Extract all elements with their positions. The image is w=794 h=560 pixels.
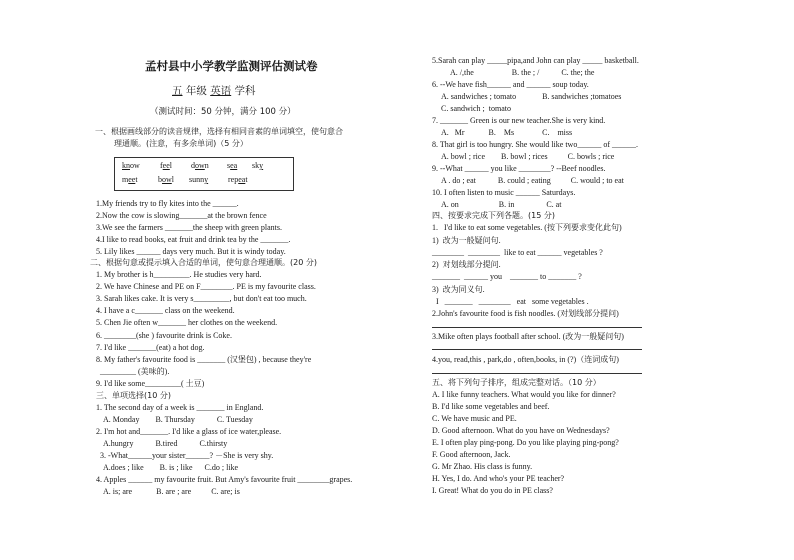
section3-heading: 三、单项选择(10 分) bbox=[96, 391, 171, 400]
s1-item-2: 2.Now the cow is slowing_______at the brown fence bbox=[96, 211, 267, 220]
s1-item-4: 4.I like to read books, eat fruit and drink tea by the _______. bbox=[96, 235, 291, 244]
s3-q9-options: A . do ; eat B. could ; eating C. would ; to eat bbox=[441, 176, 624, 185]
s4-q1-a: 1) 改为一般疑问句. bbox=[432, 236, 501, 245]
subject-value: 英语 bbox=[210, 85, 232, 97]
s3-q4-options: A. is; are B. are ; are C. are; is bbox=[103, 487, 240, 496]
s5-line-d: D. Good afternoon. What do you have on Wednesdays? bbox=[432, 426, 610, 435]
s3-q3: 3. -What______your sister______? －She is very shy. bbox=[100, 451, 274, 460]
s3-q5-options: A. /,the B. the ; / C. the; the bbox=[450, 68, 595, 77]
word-sky: sky bbox=[252, 161, 264, 170]
word-sea: sea bbox=[227, 161, 238, 170]
s1-item-5: 5. Lily likes ______ days very much. But it is windy today. bbox=[96, 247, 286, 256]
s3-q10-options: A. on B. in C. at bbox=[441, 200, 562, 209]
s4-q1-b: 2) 对划线部分提问. bbox=[432, 260, 501, 269]
s2-item-7: 7. I'd like _______(eat) a hot dog. bbox=[96, 343, 205, 352]
grade-value: 五 bbox=[172, 85, 183, 97]
s3-q7: 7. _______ Green is our new teacher.She is very kind. bbox=[432, 116, 606, 125]
s5-line-e: E. I often play ping-pong. Do you like playing ping-pong? bbox=[432, 438, 619, 447]
s5-line-h: H. Yes, I do. And who's your PE teacher? bbox=[432, 474, 565, 483]
s2-item-8b: _________ (美味的). bbox=[100, 367, 170, 376]
s4-q4: 4.you, read,this , park,do , often,books, in (?)（连词成句) bbox=[432, 355, 619, 364]
s3-q6-options: A. sandwiches ; tomato B. sandwiches ;tomatoes bbox=[441, 92, 622, 101]
s1-item-3: 3.We see the farmers _______the sheep with green plants. bbox=[96, 223, 282, 232]
exam-title: 孟村县中小学教学监测评估测试卷 bbox=[145, 59, 318, 73]
time-note: （测试时间：50 分钟，满分 100 分） bbox=[150, 107, 296, 117]
s3-q3-options: A.does ; like B. is ; like C.do ; like bbox=[103, 463, 239, 472]
s3-q8: 8. That girl is too hungry. She would like two______ of ______. bbox=[432, 140, 638, 149]
s5-line-b: B. I'd like some vegetables and beef. bbox=[432, 402, 550, 411]
s4-q1-a-blank: ________ ________ like to eat ______ vegetables ? bbox=[432, 248, 603, 257]
s4-q1-b-blank: _______ ______ you _______ to _______ ? bbox=[432, 272, 582, 281]
s5-line-c: C. We have music and PE. bbox=[432, 414, 517, 423]
s3-q1: 1. The second day of a week is _______ in England. bbox=[96, 403, 264, 412]
word-repeat: repeat bbox=[228, 175, 248, 184]
s5-line-f: F. Good afternoon, Jack. bbox=[432, 450, 511, 459]
s3-q10: 10. I often listen to music ______ Saturdays. bbox=[432, 188, 576, 197]
s3-q2-options: A.hungry B.tired C.thirsty bbox=[103, 439, 228, 448]
s5-line-g: G. Mr Zhao. His class is funny. bbox=[432, 462, 533, 471]
s3-q6: 6. --We have fish______ and ______ soup today. bbox=[432, 80, 589, 89]
section1-heading-2: 理通顺。(注意，有多余单词)（5 分） bbox=[114, 139, 248, 148]
s5-line-i: I. Great! What do you do in PE class? bbox=[432, 486, 553, 495]
s4-q1: 1. I'd like to eat some vegetables. (按下列要求变化此句) bbox=[432, 223, 622, 232]
s4-q2: 2.John's favourite food is fish noodles. (对划线部分提问) bbox=[432, 309, 619, 318]
s3-q8-options: A. bowl ; rice B. bowl ; rices C. bowls ; rice bbox=[441, 152, 615, 161]
s2-item-1: 1. My brother is h_________. He studies very hard. bbox=[96, 270, 262, 279]
section2-heading: 二、根据句意或提示填入合适的单词，使句意合理通顺。(20 分) bbox=[90, 258, 317, 267]
s5-line-a: A. I like funny teachers. What would you like for dinner? bbox=[432, 390, 616, 399]
s2-item-6: 6. ________(she ) favourite drink is Coke. bbox=[96, 331, 232, 340]
section4-heading: 四、按要求完成下列各题。(15 分) bbox=[432, 211, 555, 220]
s2-item-5: 5. Chen Jie often w_______ her clothes on the weekend. bbox=[96, 318, 278, 327]
s2-item-2: 2. We have Chinese and PE on F________. PE is my favourite class. bbox=[96, 282, 316, 291]
s4-q3-answer-line bbox=[432, 349, 642, 350]
s2-item-9: 9. I'd like some_________( 土豆) bbox=[96, 379, 205, 388]
s3-q1-options: A. Monday B. Thursday C. Tuesday bbox=[103, 415, 253, 424]
s2-item-3: 3. Sarah likes cake. It is very s_________, but don't eat too much. bbox=[96, 294, 307, 303]
word-sunny: sunny bbox=[189, 175, 209, 184]
section1-heading: 一、根据画线部分的读音规律，选择有相同音素的单词填空，使句意合 bbox=[95, 127, 343, 136]
s3-q2: 2. I'm hot and_______. I'd like a glass of ice water,please. bbox=[96, 427, 282, 436]
s4-q2-answer-line bbox=[432, 327, 642, 328]
subject-label: 学科 bbox=[231, 85, 256, 97]
grade-label: 年级 bbox=[182, 85, 211, 97]
word-know: know bbox=[122, 161, 140, 170]
word-meet: meet bbox=[122, 175, 138, 184]
s4-q3: 3.Mike often plays football after school. (改为一般疑问句) bbox=[432, 332, 624, 341]
s3-q5: 5.Sarah can play _____pipa,and John can play _____ basketball. bbox=[432, 56, 639, 65]
s1-item-1: 1.My friends try to fly kites into the ______. bbox=[96, 199, 239, 208]
section5-heading: 五、将下列句子排序，组成完整对话。（10 分） bbox=[432, 378, 601, 387]
s4-q1-c-blank: I _______ ________ eat some vegetables . bbox=[436, 297, 589, 306]
s3-q7-options: A. Mr B. Ms C. miss bbox=[441, 128, 573, 137]
s3-q9: 9. --What ______ you like ________? --Beef noodles. bbox=[432, 164, 606, 173]
word-down: down bbox=[191, 161, 209, 170]
s3-q6-options-2: C. sandwich ; tomato bbox=[441, 104, 511, 113]
s2-item-4: 4. I have a c_______ class on the weekend. bbox=[96, 306, 235, 315]
s4-q1-c: 3) 改为同义句. bbox=[432, 285, 485, 294]
word-bowl: bowl bbox=[158, 175, 175, 184]
s4-q4-answer-line bbox=[432, 373, 642, 374]
s2-item-8: 8. My father's favourite food is _______ (汉堡包) , because they're bbox=[96, 355, 312, 364]
word-feel: feel bbox=[160, 161, 173, 170]
grade-subject-line bbox=[172, 83, 256, 98]
s3-q4: 4. Apples ______ my favourite fruit. But Amy's favourite fruit ________grapes. bbox=[96, 475, 353, 484]
